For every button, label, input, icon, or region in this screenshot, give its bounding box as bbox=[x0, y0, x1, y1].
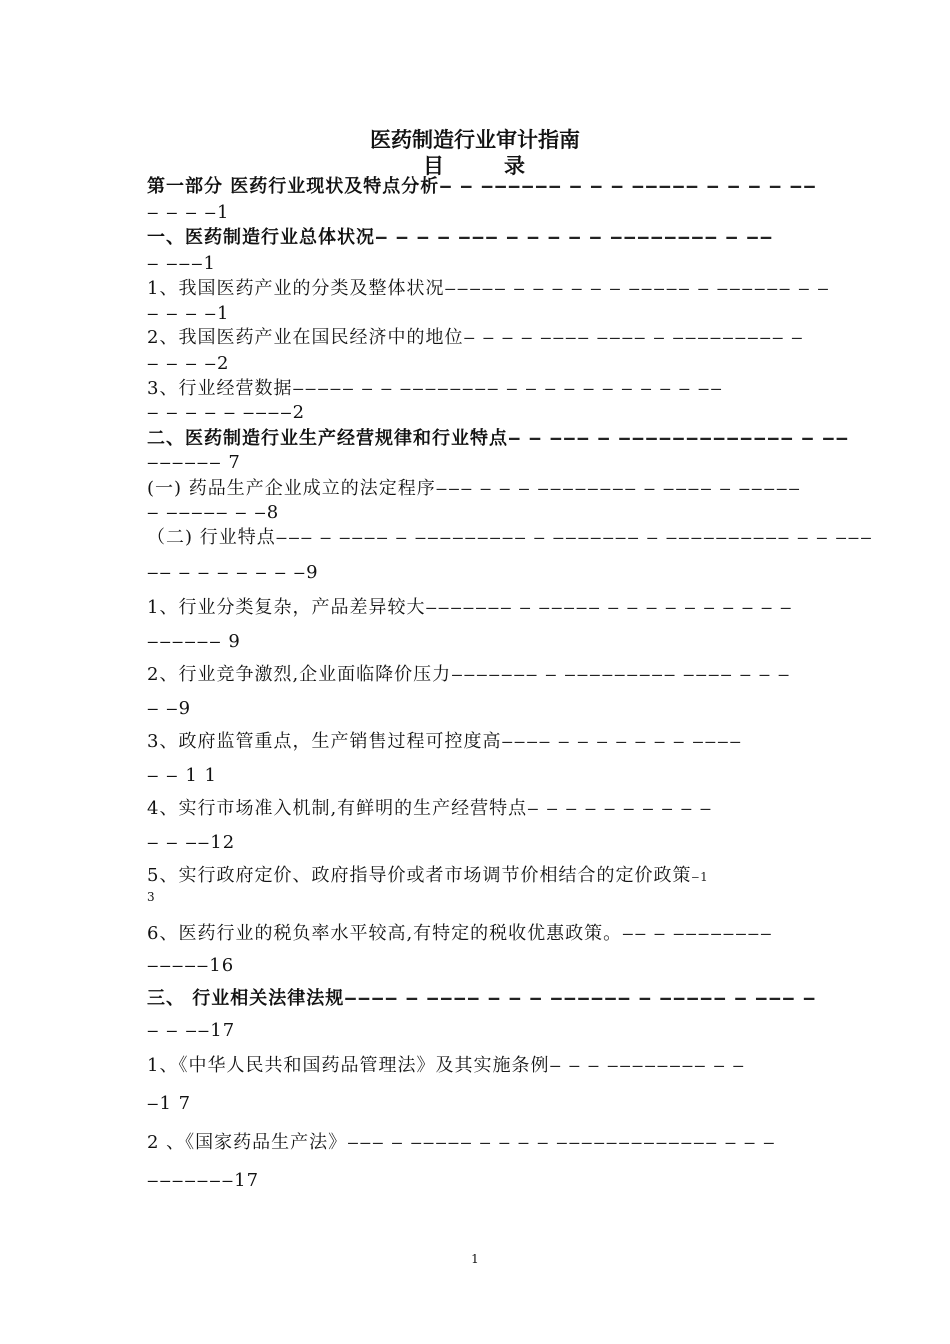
toc-entry[interactable] bbox=[147, 596, 805, 620]
page-number: 1 bbox=[471, 1252, 479, 1266]
toc-entry[interactable] bbox=[147, 277, 830, 301]
toc-page-ref: ‒ ‒ ‒ ‒ ‒ ‒‒‒‒2 bbox=[147, 402, 306, 423]
toc-entry[interactable] bbox=[147, 377, 805, 401]
toc-entry[interactable] bbox=[147, 987, 817, 1011]
toc-entry[interactable] bbox=[147, 797, 805, 821]
toc-leader: ‒ ‒ ‒ ‒‒‒‒‒‒‒‒ ‒ ‒ bbox=[549, 1055, 745, 1076]
toc-entry-text: 3、政府监管重点，生产销售过程可控度高 bbox=[147, 731, 502, 752]
toc-entry-text: 4、实行市场准入机制,有鲜明的生产经营特点 bbox=[147, 798, 528, 819]
toc-entry[interactable] bbox=[147, 477, 805, 501]
toc-leader: ‒‒ ‒ ‒‒‒‒‒‒‒‒ bbox=[622, 923, 773, 944]
toc-entry-text: 2、我国医药产业在国民经济中的地位 bbox=[147, 327, 464, 348]
toc-heading-left: 目 bbox=[423, 154, 446, 178]
toc-page-ref: ‒ ‒ ‒‒17 bbox=[147, 1020, 236, 1041]
toc-page-ref: ‒‒‒‒‒‒ 7 bbox=[147, 452, 241, 473]
toc-leader: ‒ ‒ ‒‒‒‒‒‒ ‒ ‒ ‒ ‒‒‒‒‒ ‒ ‒ ‒ ‒ ‒‒ bbox=[439, 176, 817, 197]
toc-entry-text: 1、行业分类复杂，产品差异较大 bbox=[147, 597, 426, 618]
toc-leader: ‒ ‒ ‒‒‒ ‒ ‒‒‒‒‒‒‒‒‒‒‒‒‒ ‒ ‒‒ bbox=[508, 428, 850, 449]
toc-leader: ‒‒‒‒‒ ‒ ‒ ‒ ‒ ‒ ‒ ‒‒‒‒‒ ‒ ‒‒‒‒‒‒ ‒ ‒ bbox=[444, 278, 830, 299]
toc-page-ref: ‒‒‒‒‒‒ 9 bbox=[147, 631, 241, 652]
toc-leader: ‒ ‒ ‒ ‒ ‒ ‒ ‒ ‒ ‒ ‒ bbox=[527, 798, 713, 819]
toc-leader: ‒‒‒ ‒ ‒‒‒‒‒ ‒ ‒ ‒ ‒ ‒‒‒‒‒‒‒‒‒‒‒‒‒ ‒ ‒ ‒ bbox=[347, 1132, 776, 1153]
toc-leader: ‒‒‒‒ ‒ ‒‒‒‒ ‒ ‒ ‒ ‒‒‒‒‒‒ ‒ ‒‒‒‒‒ ‒ ‒‒‒ ‒ bbox=[344, 988, 817, 1009]
toc-page-ref: ‒ ‒9 bbox=[147, 698, 192, 719]
toc-entry[interactable] bbox=[147, 1131, 805, 1155]
toc-leader: ‒‒‒ ‒ ‒‒‒‒ ‒ ‒‒‒‒‒‒‒‒‒ ‒ ‒‒‒‒‒‒‒ ‒ ‒‒‒‒‒‒‒‒‒‒ ‒ ‒ ‒‒‒ bbox=[275, 527, 873, 548]
toc-page-ref: ‒1 7 bbox=[147, 1093, 192, 1114]
toc-entry-text: 2 、《国家药品生产法》 bbox=[147, 1132, 348, 1153]
toc-entry[interactable] bbox=[147, 226, 805, 250]
toc-entry[interactable] bbox=[147, 663, 805, 687]
toc-entry[interactable] bbox=[147, 175, 817, 199]
toc-leader: ‒ ‒ ‒ ‒ ‒‒‒ ‒ ‒ ‒ ‒ ‒ ‒‒‒‒‒‒‒‒ ‒ ‒‒ bbox=[375, 227, 774, 248]
toc-entry-text: 1、《中华人民共和国药品管理法》及其实施条例 bbox=[147, 1055, 550, 1076]
toc-entry[interactable] bbox=[147, 730, 805, 754]
toc-page-ref: ‒ ‒ 1 1 bbox=[147, 765, 217, 786]
toc-entry[interactable] bbox=[147, 427, 850, 451]
toc-entry-text: （二) 行业特点 bbox=[147, 527, 276, 548]
toc-heading-right: 录 bbox=[504, 154, 527, 178]
toc-leader: ‒‒‒‒‒‒‒ ‒ ‒‒‒‒‒ ‒ ‒ ‒ ‒ ‒ ‒ ‒ ‒ ‒ ‒ bbox=[425, 597, 793, 618]
toc-page-ref: ‒ ‒‒‒1 bbox=[147, 253, 216, 274]
toc-leader: ‒‒‒‒‒‒‒ ‒ ‒‒‒‒‒‒‒‒‒ ‒‒‒‒ ‒ ‒ ‒ bbox=[451, 664, 791, 685]
toc-page-ref: ‒ ‒ ‒‒12 bbox=[147, 832, 236, 853]
toc-entry-text: 2、行业竞争激烈,企业面临降价压力 bbox=[147, 664, 452, 685]
toc-entry-text: 二、医药制造行业生产经营规律和行业特点 bbox=[147, 428, 508, 449]
toc-entry-text: 5、实行政府定价、政府指导价或者市场调节价相结合的定价政策 bbox=[147, 865, 692, 886]
toc-entry-text: (一) 药品生产企业成立的法定程序 bbox=[147, 478, 436, 499]
toc-entry[interactable] bbox=[147, 526, 873, 550]
toc-leader: ‒‒‒‒ ‒ ‒ ‒ ‒ ‒ ‒ ‒ ‒‒‒‒ bbox=[501, 731, 743, 752]
toc-page-ref: ‒‒‒‒‒‒‒17 bbox=[147, 1170, 260, 1191]
toc-entry-text: 三、 行业相关法律法规 bbox=[147, 988, 345, 1009]
toc-entry-text: 6、医药行业的税负率水平较高,有特定的税收优惠政策。 bbox=[147, 923, 623, 944]
document-title: 医药制造行业审计指南 bbox=[370, 128, 580, 152]
toc-page-ref: ‒‒ ‒ ‒ ‒ ‒ ‒ ‒ ‒9 bbox=[147, 562, 319, 583]
toc-entry[interactable] bbox=[147, 864, 805, 889]
toc-leader: ‒1 bbox=[691, 870, 709, 884]
toc-page-ref: ‒ ‒ ‒ ‒1 bbox=[147, 202, 230, 223]
toc-entry[interactable] bbox=[147, 922, 805, 946]
toc-page-ref: ‒ ‒ ‒ ‒1 bbox=[147, 303, 230, 324]
toc-entry[interactable] bbox=[147, 326, 805, 350]
toc-entry-text: 一、医药制造行业总体状况 bbox=[147, 227, 375, 248]
toc-leader: ‒ ‒ ‒ ‒ ‒‒‒‒ ‒‒‒‒ ‒ ‒‒‒‒‒‒‒‒‒ ‒ bbox=[463, 327, 804, 348]
toc-entry-text: 3、行业经营数据 bbox=[147, 378, 293, 399]
toc-page-ref: 3 bbox=[147, 890, 156, 904]
toc-leader: ‒‒‒ ‒ ‒ ‒ ‒‒‒‒‒‒‒‒ ‒ ‒‒‒‒ ‒ ‒‒‒‒‒ bbox=[435, 478, 801, 499]
toc-leader: ‒‒‒‒‒ ‒ ‒ ‒‒‒‒‒‒‒‒ ‒ ‒ ‒ ‒ ‒ ‒ ‒ ‒ ‒ ‒ ‒‒ bbox=[292, 378, 723, 399]
toc-page-ref: ‒‒‒‒‒16 bbox=[147, 955, 235, 976]
toc-entry-text: 第一部分 医药行业现状及特点分析 bbox=[147, 176, 440, 197]
toc-page-ref: ‒ ‒ ‒ ‒2 bbox=[147, 353, 230, 374]
toc-entry[interactable] bbox=[147, 1054, 805, 1078]
toc-entry-text: 1、我国医药产业的分类及整体状况 bbox=[147, 278, 445, 299]
toc-page-ref: ‒ ‒‒‒‒‒ ‒ ‒8 bbox=[147, 502, 280, 523]
